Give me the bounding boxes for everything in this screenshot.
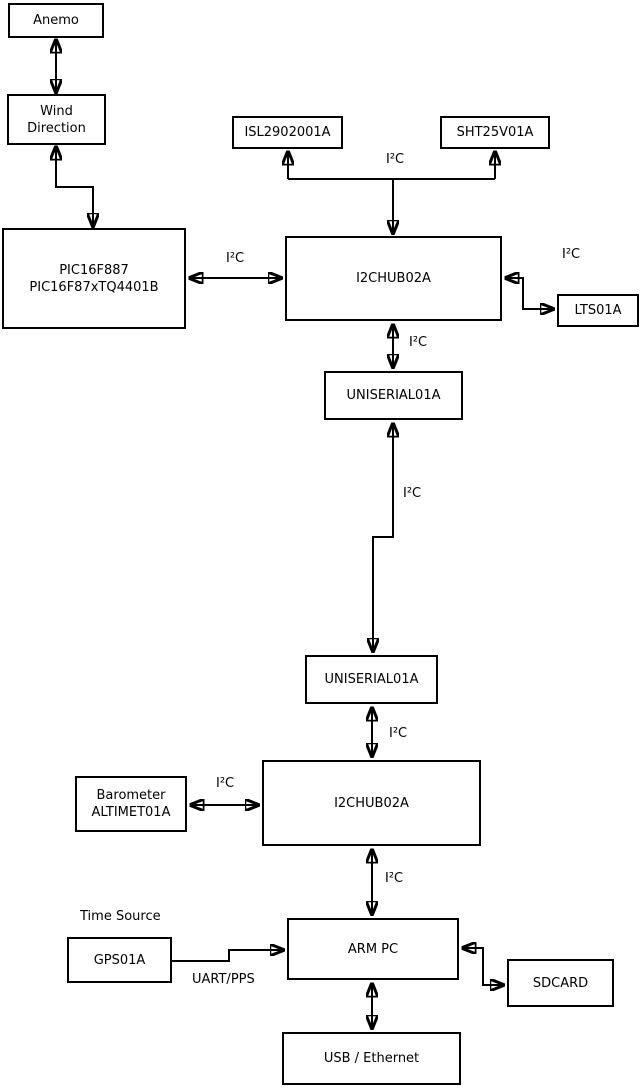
node-barometer-label-line1: Barometer bbox=[96, 788, 166, 803]
node-uniserial01a-top bbox=[324, 371, 463, 420]
edge-label-i2c-barometer-hub2: I²C bbox=[216, 776, 235, 791]
node-sdcard bbox=[507, 959, 614, 1007]
node-i2chub02a-top bbox=[285, 236, 502, 321]
node-sdcard-label: SDCARD bbox=[532, 975, 589, 991]
node-anemo bbox=[8, 3, 104, 38]
node-isl2902001a-label: ISL2902001A bbox=[244, 125, 331, 140]
node-wind-direction-label-line1: Wind bbox=[40, 103, 73, 119]
node-gps01a bbox=[67, 937, 172, 983]
edge-i2chub-top-lts bbox=[505, 278, 554, 309]
node-anemo-label: Anemo bbox=[33, 13, 79, 28]
node-wind-direction bbox=[7, 94, 106, 145]
node-isl2902001a bbox=[232, 116, 343, 149]
node-lts01a-label: LTS01A bbox=[574, 303, 622, 318]
edge-label-i2c-sensor-bus: I²C bbox=[386, 152, 405, 167]
edge-gps-armpc bbox=[172, 950, 284, 961]
node-gps01a-label: GPS01A bbox=[93, 952, 146, 968]
node-i2chub02a-top-label: I2CHUB02A bbox=[356, 271, 431, 286]
node-sht25v01a-label: SHT25V01A bbox=[456, 125, 534, 140]
node-uniserial01a-bottom bbox=[305, 655, 438, 704]
node-i2chub02a-bottom-label: I2CHUB02A bbox=[334, 795, 409, 811]
node-pic16f887 bbox=[2, 228, 186, 329]
node-uniserial01a-top-label: UNISERIAL01A bbox=[346, 388, 441, 403]
edge-label-i2c-pic-hub: I²C bbox=[226, 251, 245, 266]
edge-armpc-sdcard bbox=[462, 948, 504, 985]
node-usb-ethernet bbox=[282, 1032, 461, 1085]
node-i2chub02a-bottom bbox=[262, 760, 481, 846]
edge-label-i2c-hub-uniserial: I²C bbox=[409, 335, 428, 350]
edge-label-i2c-hub2-armpc: I²C bbox=[385, 871, 404, 886]
node-arm-pc bbox=[287, 918, 459, 980]
edge-uniserial-top-uniserial-bottom bbox=[373, 423, 393, 652]
edge-label-i2c-uniserial-hub2: I²C bbox=[389, 726, 408, 741]
node-uniserial01a-bottom-label: UNISERIAL01A bbox=[324, 672, 419, 687]
node-lts01a bbox=[557, 294, 639, 327]
node-wind-direction-label-line2: Direction bbox=[27, 120, 86, 136]
node-pic16f887-label-line2: PIC16F87xTQ4401B bbox=[29, 279, 159, 295]
edge-label-uart-pps: UART/PPS bbox=[192, 972, 255, 987]
node-pic16f887-label-line1: PIC16F887 bbox=[59, 262, 129, 278]
edge-label-i2c-hub-lts: I²C bbox=[562, 247, 581, 262]
edge-winddirection-pic bbox=[56, 146, 93, 227]
edge-label-i2c-uniserial-link: I²C bbox=[403, 486, 422, 501]
node-barometer-altimet01a bbox=[75, 776, 187, 832]
node-barometer-label-line2: ALTIMET01A bbox=[91, 805, 171, 820]
node-sht25v01a bbox=[440, 116, 550, 149]
node-arm-pc-label: ARM PC bbox=[347, 941, 399, 957]
node-usb-ethernet-label: USB / Ethernet bbox=[323, 1051, 420, 1066]
annotation-time-source: Time Source bbox=[80, 909, 161, 924]
